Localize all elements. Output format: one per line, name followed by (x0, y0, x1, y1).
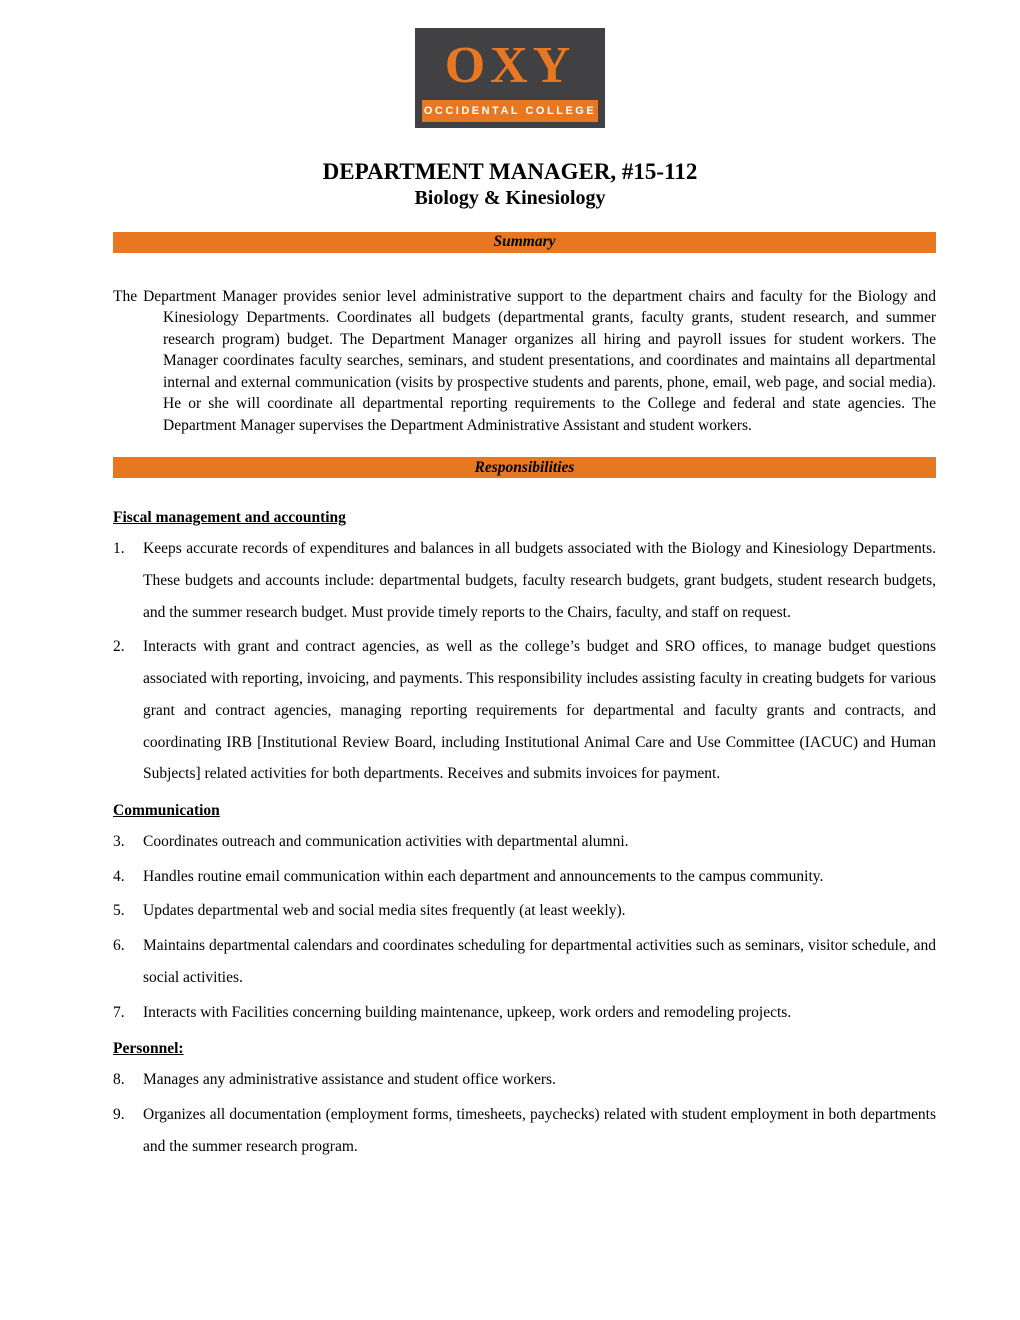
list-item-number: 9. (113, 1105, 125, 1123)
summary-section-bar (113, 232, 936, 253)
page-title: DEPARTMENT MANAGER, #15-112 (322, 159, 698, 184)
list-item-text: Interacts with Facilities concerning building maintenance, upkeep, work orders and remodeling projects. (143, 1003, 792, 1021)
page-subtitle: Biology & Kinesiology (414, 186, 606, 209)
list-item-text: Keeps accurate records of expenditures and balances in all budgets associated with the Biology and Kinesiology Departments. These budgets and accounts include: departmental budgets, faculty research budgets, grant budgets, student research budgets, and the summer research budget. Must provide timely reports to the Chairs, faculty, and staff on request. (143, 540, 936, 621)
list-item-text: Coordinates outreach and communication activities with departmental alumni. (143, 832, 629, 850)
list-item-text: Manages any administrative assistance and student office workers. (143, 1071, 556, 1089)
list-item-number: 6. (113, 937, 125, 955)
list-item-number: 8. (113, 1071, 125, 1089)
responsibilities-section-bar (113, 457, 936, 478)
logo-college-text: OCCIDENTAL COLLEGE (423, 105, 597, 117)
list-item (113, 1099, 936, 1163)
list-item (113, 1064, 936, 1096)
list-item-number: 7. (113, 1003, 125, 1021)
list-item (113, 930, 936, 994)
list-item (113, 826, 936, 858)
list-item-text: Organizes all documentation (employment forms, timesheets, paychecks) related with student employment in both departments and the summer research program. (143, 1105, 936, 1155)
list-item-text: Updates departmental web and social media sites frequently (at least weekly). (143, 902, 626, 920)
list-item (113, 861, 936, 893)
list-item-number: 3. (113, 832, 125, 850)
list-item-number: 4. (113, 867, 125, 885)
list-item (113, 631, 936, 790)
list-item-text: Handles routine email communication within each department and announcements to the campus community. (143, 867, 824, 885)
responsibilities-section-label: Responsibilities (474, 458, 575, 476)
list-item-text: Interacts with grant and contract agencies, as well as the college’s budget and SRO offices, to manage budget questions associated with reporting, invoicing, and payments. This responsibility includes assisting faculty in creating budgets for various grant and contract agencies, managing reporting requirements for departmental and faculty grants and contracts, and coordinating IRB [Institutional Review Board, including Institutional Animal Care and Use Committee (IACUC) and Human Subjects] related activities for both departments. Receives and submits invoices for payment. (143, 638, 936, 783)
list-item-number: 2. (113, 638, 125, 656)
logo-band (422, 100, 598, 122)
list-item (113, 895, 936, 927)
summary-section-label: Summary (493, 233, 556, 251)
group-heading-fiscal: Fiscal management and accounting (113, 509, 346, 527)
list-item (113, 533, 936, 628)
list-item-text: Maintains departmental calendars and coordinates scheduling for departmental activities such as seminars, visitor schedule, and social activities. (143, 937, 936, 986)
document-body (113, 232, 936, 1163)
group-heading-personnel: Personnel: (113, 1040, 184, 1058)
list-item-number: 1. (113, 540, 125, 557)
list-item (113, 997, 936, 1029)
list-item-number: 5. (113, 902, 125, 920)
occidental-college-logo (415, 28, 605, 128)
logo-oxy-text: OXY (444, 37, 576, 94)
summary-paragraph: The Department Manager provides senior level administrative support to the department chairs and faculty for the Biology and Kinesiology Departments. Coordinates all budgets (departmental grants, faculty grants, student research, and summer research program) budget. The Department Manager organizes all hiring and payroll issues for student workers. The Manager coordinates faculty searches, seminars, and student presentations, and coordinates and maintains all departmental internal and external communication (visits by prospective students and parents, phone, email, web page, and social media). He or she will coordinate all departmental reporting requirements to the College and federal and state agencies. The Department Manager supervises the Department Administrative Assistant and student workers. (113, 287, 936, 434)
group-heading-communication: Communication (113, 802, 220, 820)
